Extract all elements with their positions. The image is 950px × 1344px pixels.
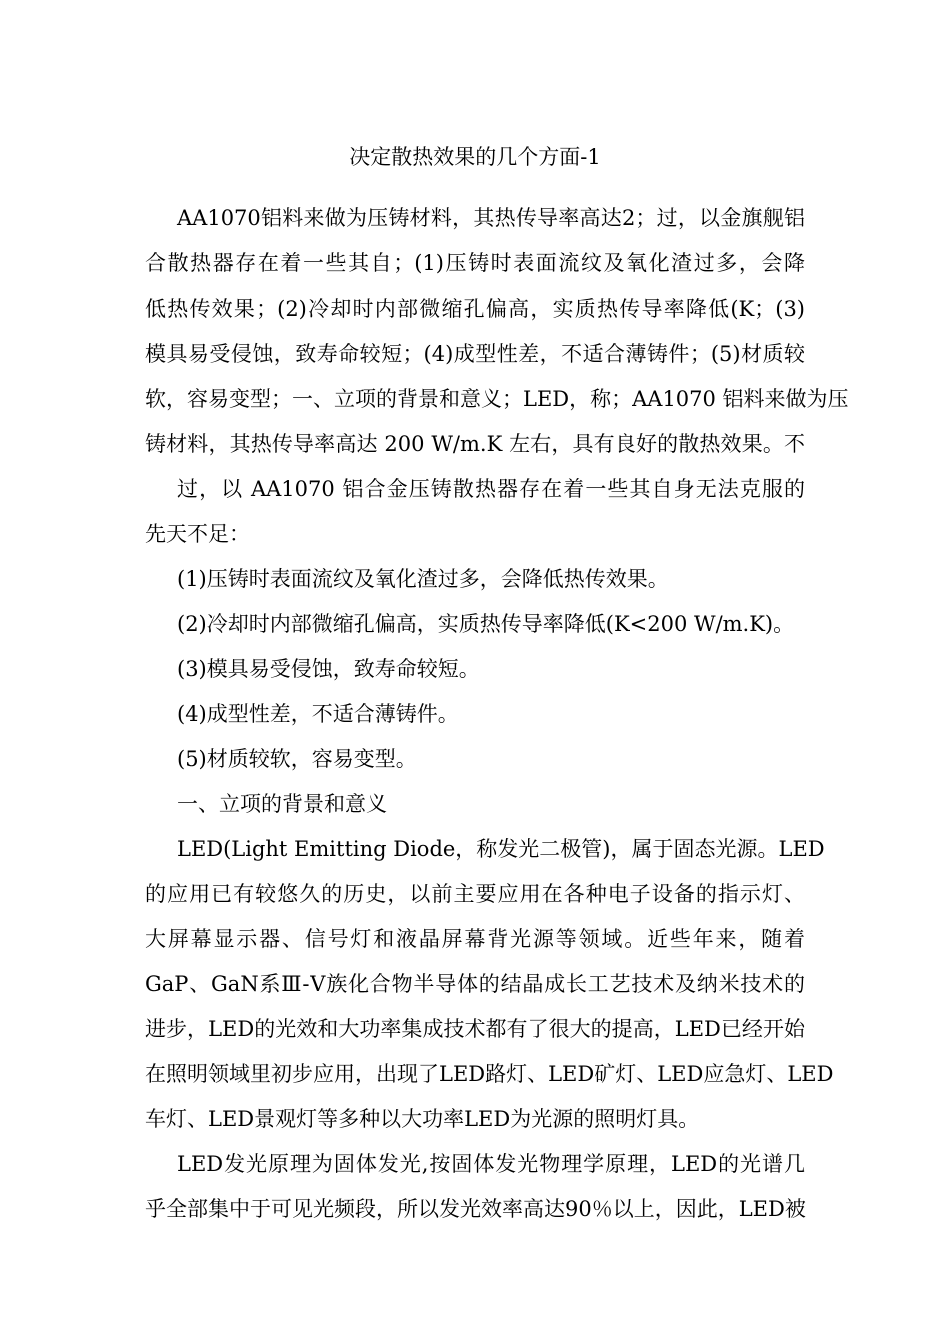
text-line-8: 先天不足： [145,522,250,546]
text-line-16: 的应用已有较悠久的历史，以前主要应用在各种电子设备的指示灯、 [145,882,805,906]
text-line-21: 车灯、LED景观灯等多种以大功率LED为光源的照明灯具。 [145,1107,700,1131]
list-item-2: (2)冷却时内部微缩孔偏高，实质热传导率降低(K<200 W/m.K)。 [177,612,795,636]
text-line-3: 低热传效果；(2)冷却时内部微缩孔偏高，实质热传导率降低(K；(3) [145,297,805,321]
text-line-17: 大屏幕显示器、信号灯和液晶屏幕背光源等领域。近些年来，随着 [145,927,805,951]
list-item-4: (4)成型性差，不适合薄铸件。 [177,702,459,726]
list-item-1: (1)压铸时表面流纹及氧化渣过多，会降低热传效果。 [177,567,669,591]
list-item-3: (3)模具易受侵蚀，致寿命较短。 [177,657,480,681]
text-line-18: GaP、GaN系Ⅲ-Ⅴ族化合物半导体的结晶成长工艺技术及纳米技术的 [145,972,805,996]
text-line-20: 在照明领域里初步应用，出现了LED路灯、LED矿灯、LED应急灯、LED [145,1062,834,1086]
text-line-5: 软，容易变型；一、立项的背景和意义；LED，称；AA1070 铝料来做为压 [145,387,849,411]
text-line-22: LED发光原理为固体发光,按固体发光物理学原理，LED的光谱几 [177,1152,805,1176]
text-line-6: 铸材料，其热传导率高达 200 W/m.K 左右，具有良好的散热效果。不 [145,432,805,456]
section-heading: 一、立项的背景和意义 [177,792,387,816]
page-title: 决定散热效果的几个方面-1 [349,145,601,169]
text-line-2: 合散热器存在着一些其自；(1)压铸时表面流纹及氧化渣过多，会降 [145,251,805,275]
text-line-1: AA1070铝料来做为压铸材料，其热传导率高达2；过，以金旗舰铝 [177,206,805,230]
text-line-23: 乎全部集中于可见光频段，所以发光效率高达90％以上，因此，LED被 [145,1197,806,1221]
text-line-19: 进步，LED的光效和大功率集成技术都有了很大的提高，LED已经开始 [145,1017,805,1041]
text-line-7: 过，以 AA1070 铝合金压铸散热器存在着一些其自身无法克服的 [177,477,805,501]
list-item-5: (5)材质较软，容易变型。 [177,747,417,771]
text-line-4: 模具易受侵蚀，致寿命较短；(4)成型性差，不适合薄铸件；(5)材质较 [145,342,805,366]
text-line-15: LED(Light Emitting Diode，称发光二极管)，属于固态光源。LED [177,837,825,861]
